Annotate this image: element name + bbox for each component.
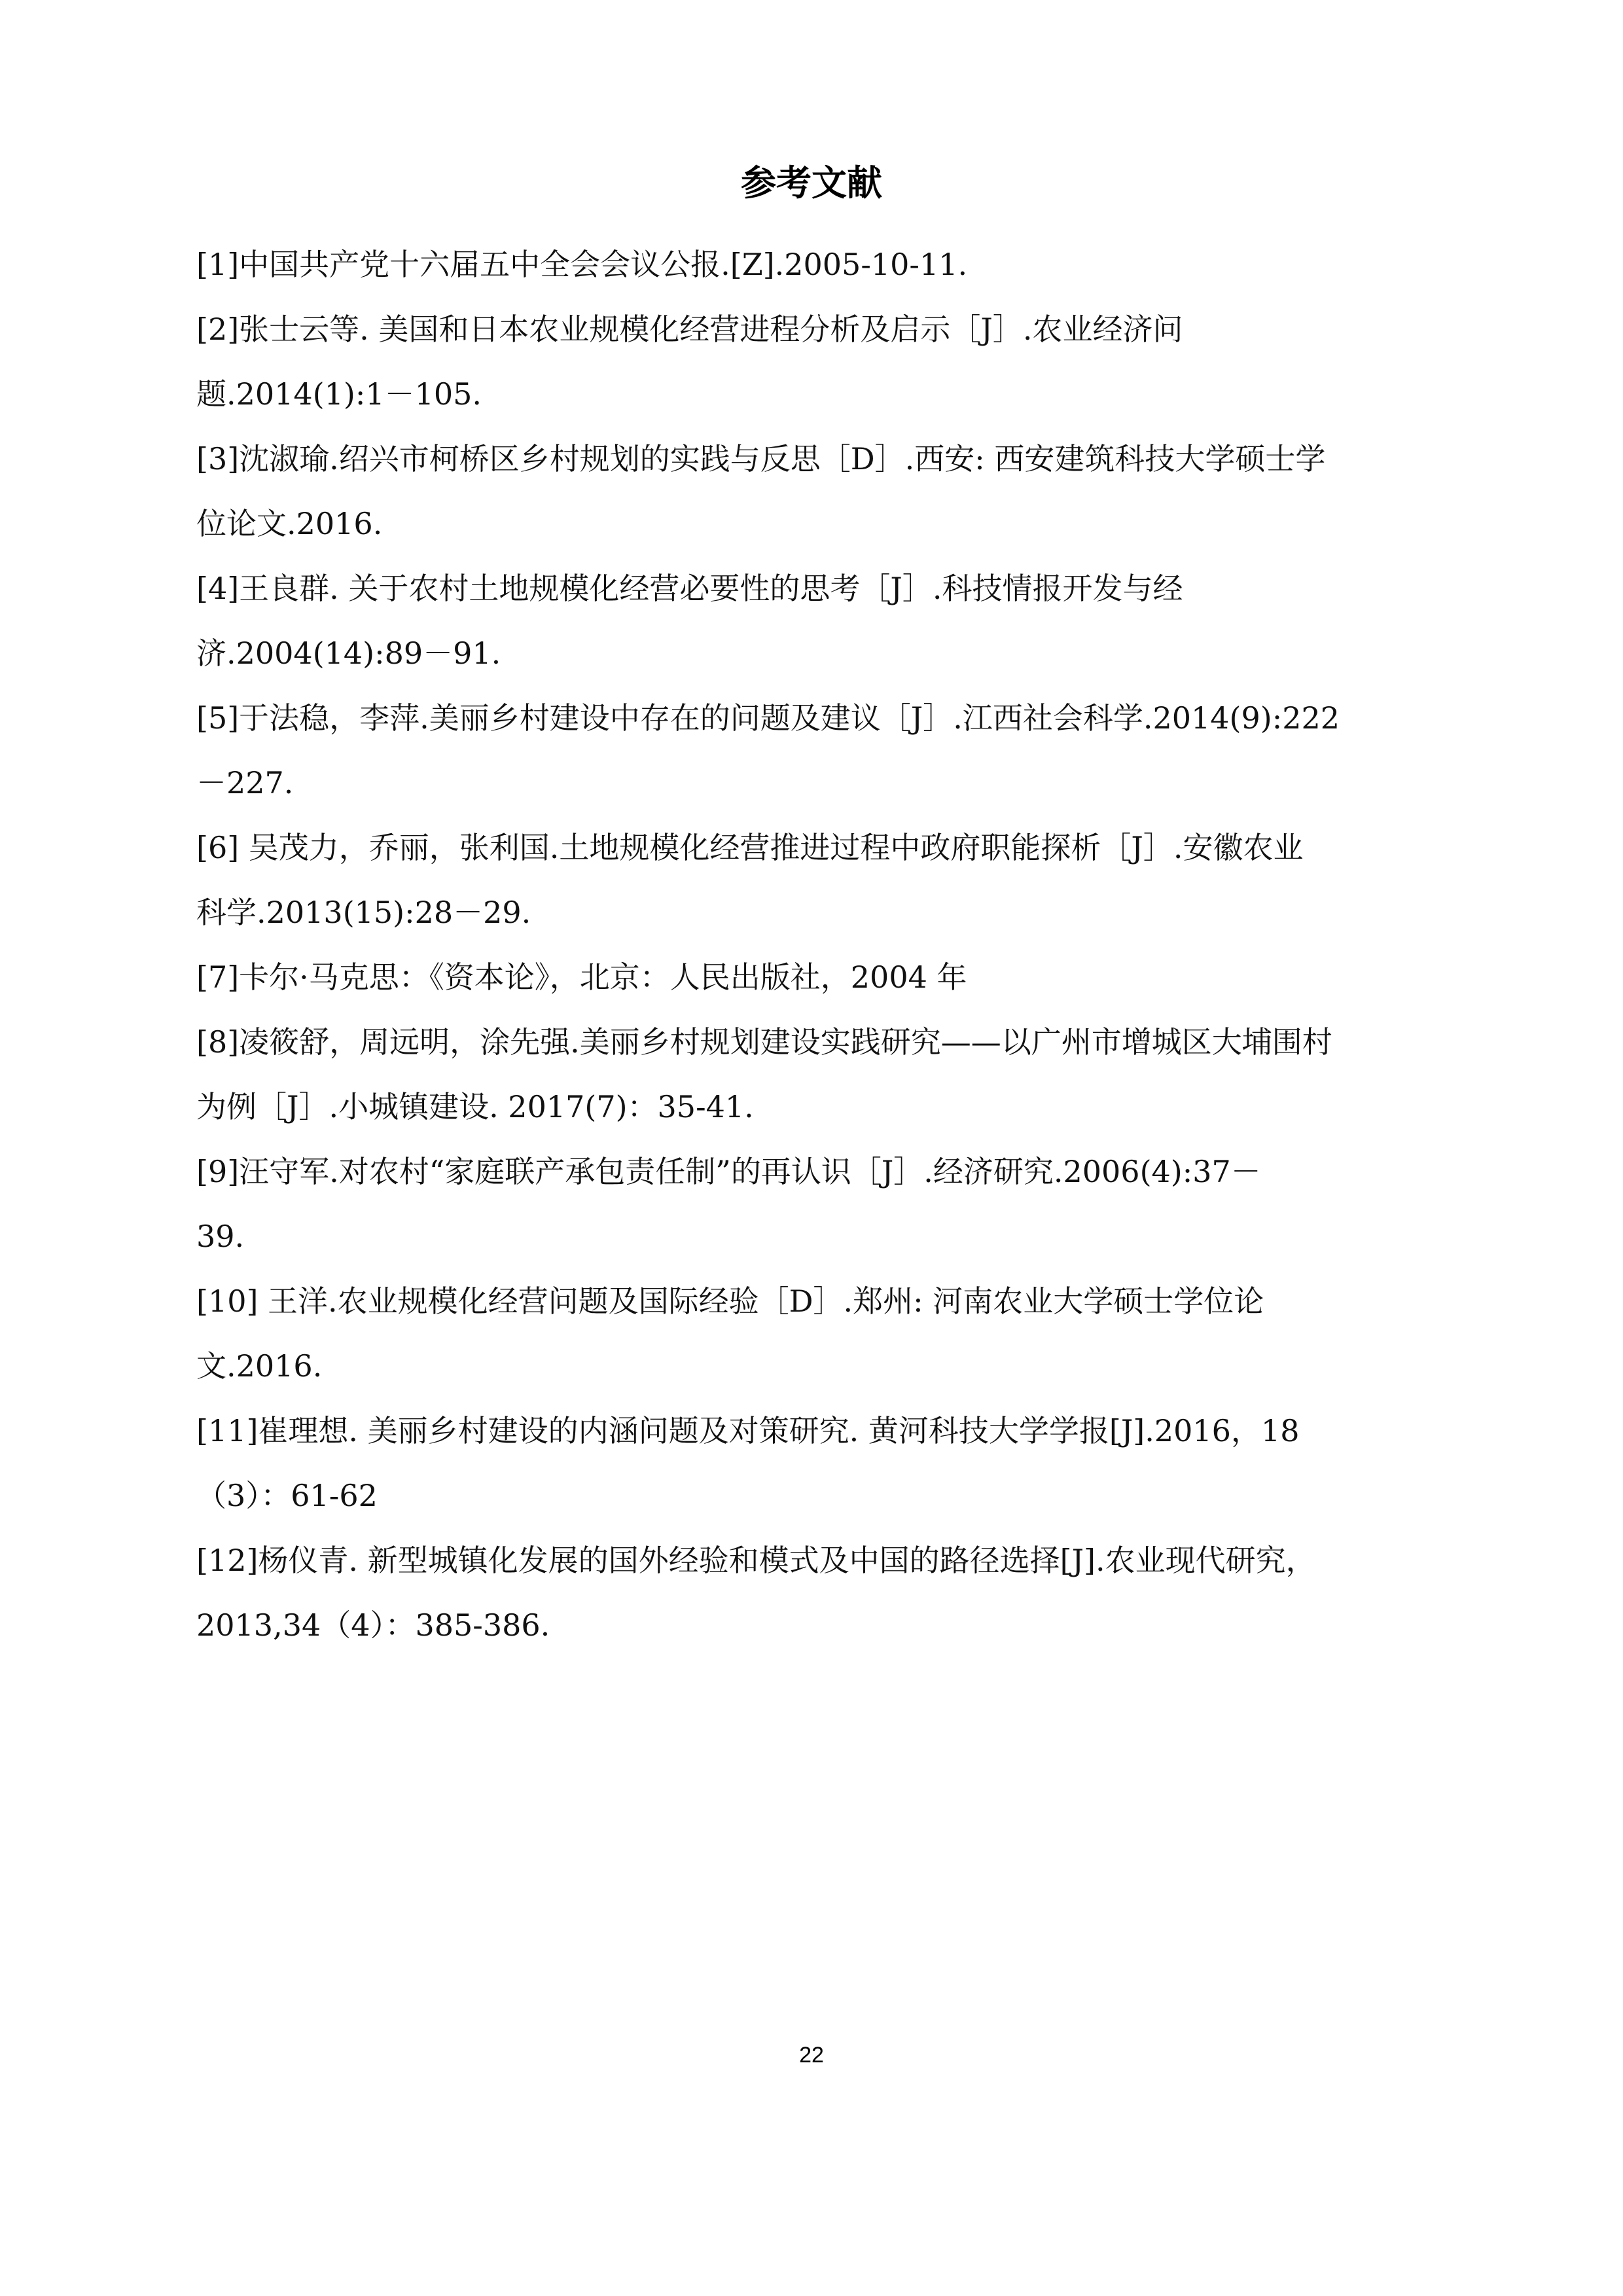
reference-line: [2]张士云等. 美国和日本农业规模化经营进程分析及启示［J］.农业经济问 bbox=[196, 312, 1183, 347]
reference-line: [7]卡尔·马克思：《资本论》，北京：人民出版社，2004 年 bbox=[196, 960, 967, 995]
page-number: 22 bbox=[799, 2043, 824, 2068]
reference-line: [8]凌筱舒，周远明，涂先强.美丽乡村规划建设实践研究——以广州市增城区大埔围村 bbox=[196, 1024, 1332, 1060]
reference-line: 科学.2013(15):28－29. bbox=[196, 895, 531, 930]
reference-line: 位论文.2016. bbox=[196, 506, 383, 541]
reference-line: 济.2004(14):89－91. bbox=[196, 636, 501, 671]
reference-line: [3]沈淑瑜.绍兴市柯桥区乡村规划的实践与反思［D］.西安: 西安建筑科技大学硕士学 bbox=[196, 441, 1326, 476]
reference-line: 为例［J］.小城镇建设. 2017(7)：35-41. bbox=[196, 1089, 754, 1124]
reference-line: 文.2016. bbox=[196, 1348, 323, 1384]
reference-line: 39. bbox=[196, 1219, 245, 1254]
reference-line: [9]汪守军.对农村“家庭联产承包责任制”的再认识［J］.经济研究.2006(4):37－ bbox=[196, 1154, 1261, 1189]
reference-line: （3）：61-62 bbox=[196, 1478, 378, 1513]
reference-line: [12]杨仪青. 新型城镇化发展的国外经验和模式及中国的路径选择[J].农业现代研究， bbox=[196, 1543, 1316, 1578]
reference-line: [10] 王洋.农业规模化经营问题及国际经验［D］.郑州: 河南农业大学硕士学位论 bbox=[196, 1283, 1264, 1319]
reference-line: [6] 吴茂力，乔丽，张利国.土地规模化经营推进过程中政府职能探析［J］.安徽农业 bbox=[196, 830, 1304, 865]
reference-line: 题.2014(1):1－105. bbox=[196, 376, 482, 412]
reference-line: 2013,34（4）：385-386. bbox=[196, 1607, 550, 1643]
reference-line: [1]中国共产党十六届五中全会会议公报.[Z].2005-10-11. bbox=[196, 247, 968, 282]
reference-list bbox=[196, 232, 1440, 1658]
reference-line: [5]于法稳，李萍.美丽乡村建设中存在的问题及建议［J］.江西社会科学.2014(9):222 bbox=[196, 700, 1340, 736]
reference-line: －227. bbox=[196, 765, 294, 800]
reference-line: [11]崔理想. 美丽乡村建设的内涵问题及对策研究. 黄河科技大学学报[J].2016，18 bbox=[196, 1413, 1300, 1448]
page-title: 参考文献 bbox=[741, 162, 882, 204]
reference-line: [4]王良群. 关于农村土地规模化经营必要性的思考［J］.科技情报开发与经 bbox=[196, 571, 1183, 606]
